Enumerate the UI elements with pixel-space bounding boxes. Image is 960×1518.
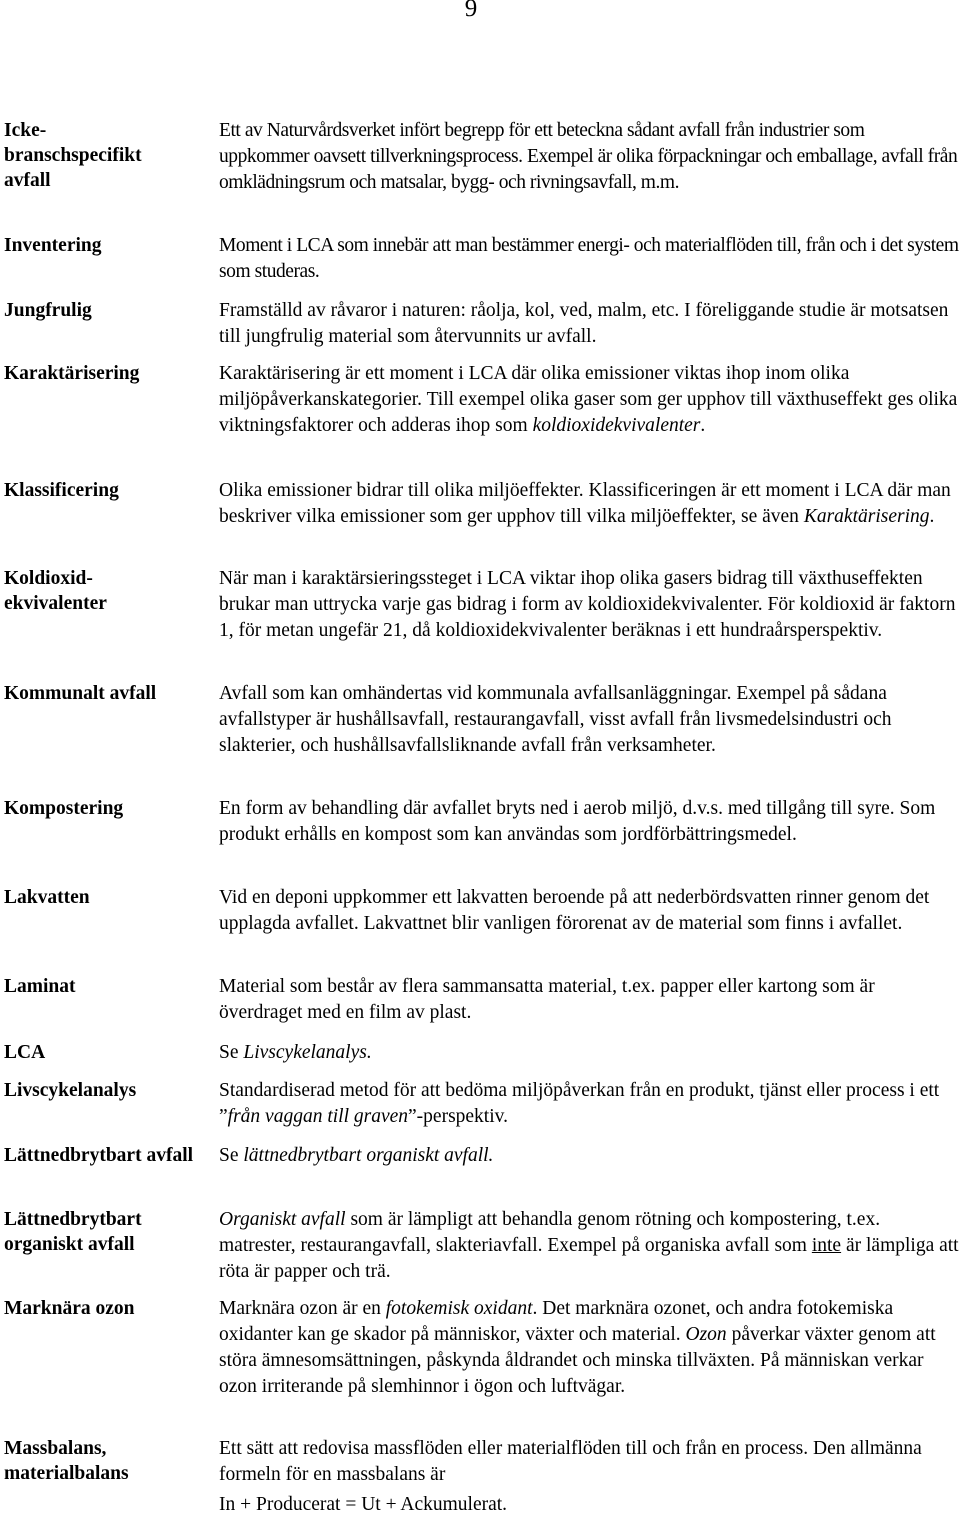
definition-text: Ett sätt att redovisa massflöden eller materialflöden till och från en process. Den allmänna formeln för en massbalans är (219, 1438, 922, 1485)
glossary-term: Lakvatten (4, 887, 90, 908)
glossary-definition (219, 1296, 959, 1400)
definition-underlined-text: inte (811, 1235, 842, 1256)
definition-italic-text: Ozon (685, 1324, 727, 1345)
definition-text: Marknära ozon är en (219, 1298, 386, 1319)
definition-text: är lämpliga att röta är papper och trä. (219, 1235, 959, 1282)
definition-text: Olika emissioner bidrar till olika miljöeffekter. Klassificeringen är ett moment i LCA där man beskriver vilka emissioner som ger upphov till vilka miljöeffekter, se även (219, 480, 951, 527)
glossary-definition: Ett av Naturvårdsverket infört begrepp för ett beteckna sådant avfall från industrier som uppkommer oavsett tillverkningsprocess. Exempel är olika förpackningar och emballage, avfall från omklädningsrum och matsalar, bygg- och rivningsavfall, m.m. (219, 120, 958, 193)
glossary-definition (219, 1078, 959, 1130)
glossary-term: Massbalans, materialbalans (4, 1438, 129, 1484)
definition-text: Standardiserad metod för att bedöma miljöpåverkan från en produkt, tjänst eller process i ett ” (219, 1080, 940, 1127)
page-number: 9 (464, 0, 478, 22)
definition-text: som är lämpligt att behandla genom rötning och kompostering, t.ex. matrester, restaurangavfall, slakteriavfall. Exempel på organiska avfall som (219, 1209, 881, 1256)
definition-text: . (929, 506, 935, 527)
glossary-term: Laminat (4, 976, 76, 997)
glossary-definition: Avfall som kan omhändertas vid kommunala avfallsanläggningar. Exempel på sådana avfallstyper är hushållsavfall, restaurangavfall, visst avfall från livsmedelsindustri och slakterier, och hushållsavfallsliknande avfall från verksamheter. (219, 683, 892, 756)
glossary-definition: När man i karaktärsieringssteget i LCA viktar ihop olika gasers bidrag till växthuseffekten brukar man uttrycka varje gas bidrag i form av koldioxidekvivalenter. För koldioxid är faktorn 1, för metan ungefär 21, då koldioxidekvivalenter beräknas i ett hundraårsperspektiv. (219, 568, 956, 641)
glossary-term: LCA (4, 1042, 46, 1063)
glossary-definition: Framställd av råvaror i naturen: råolja, kol, ved, malm, etc. I föreliggande studie är motsatsen till jungfrulig material som återvunnits ur avfall. (219, 300, 949, 347)
definition-italic-text: Livscykelanalys. (243, 1042, 372, 1063)
glossary-definition: Material som består av flera sammansatta material, t.ex. papper eller kartong som är överdraget med en film av plast. (219, 976, 875, 1023)
glossary-term: Koldioxid-ekvivalenter (4, 568, 107, 614)
glossary-term: Karaktärisering (4, 363, 140, 384)
definition-italic-text: koldioxidekvivalenter (532, 415, 701, 436)
glossary-definition (219, 1040, 959, 1066)
glossary-term: Livscykelanalys (4, 1080, 137, 1101)
glossary-definition (219, 1436, 959, 1518)
definition-text: ”-perspektiv. (408, 1106, 509, 1127)
definition-italic-text: lättnedbrytbart organiskt avfall. (243, 1145, 494, 1166)
glossary-term: Jungfrulig (4, 300, 92, 321)
glossary-definition: En form av behandling där avfallet bryts ned i aerob miljö, d.v.s. med tillgång till syre. Som produkt erhålls en kompost som kan användas som jordförbättringsmedel. (219, 798, 936, 845)
definition-italic-text: Karaktärisering (803, 506, 930, 527)
glossary-term: Marknära ozon (4, 1298, 135, 1319)
glossary-definition: Moment i LCA som innebär att man bestämmer energi- och materialflöden till, från och i det system som studeras. (219, 235, 959, 282)
glossary-term: Icke-branschspecifikt avfall (4, 120, 142, 191)
glossary-definition (219, 1207, 959, 1285)
glossary-definition (219, 478, 959, 530)
definition-text: Se (219, 1145, 244, 1166)
definition-text: påverkar växter genom att störa ämnesomsättningen, påskynda åldrandet och minska tillväxten. På människan verkar ozon irriterande på slemhinnor i ögon och luftvägar. (219, 1324, 936, 1397)
glossary-definition (219, 361, 959, 439)
mass-balance-formula: In + Producerat = Ut + Ackumulerat. (219, 1494, 508, 1515)
glossary-term: Lättnedbrytbart organiskt avfall (4, 1209, 142, 1255)
glossary-term: Kommunalt avfall (4, 683, 157, 704)
definition-italic-text: Organiskt avfall (219, 1209, 346, 1230)
definition-text: . Det marknära ozonet, och andra fotokemiska oxidanter kan ge skador på människor, växter och material. (219, 1298, 894, 1345)
definition-text: Karaktärisering är ett moment i LCA där olika emissioner viktas ihop inom olika miljöpåverkanskategorier. Till exempel olika gaser som ger upphov till växthuseffekt ges olika viktningsfaktorer och adderas ihop som (219, 363, 958, 436)
definition-text: Se (219, 1042, 244, 1063)
glossary-definition (219, 1143, 959, 1169)
definition-text: . (700, 415, 706, 436)
definition-italic-text: fotokemisk oxidant (385, 1298, 533, 1319)
glossary-term: Kompostering (4, 798, 124, 819)
glossary-term: Lättnedbrytbart avfall (4, 1145, 194, 1166)
glossary-term: Klassificering (4, 480, 119, 501)
glossary-term: Inventering (4, 235, 102, 256)
definition-italic-text: från vaggan till graven (227, 1106, 409, 1127)
glossary-definition: Vid en deponi uppkommer ett lakvatten beroende på att nederbördsvatten rinner genom det upplagda avfallet. Lakvattnet blir vanligen förorenat av de material som finns i avfallet. (219, 887, 930, 934)
